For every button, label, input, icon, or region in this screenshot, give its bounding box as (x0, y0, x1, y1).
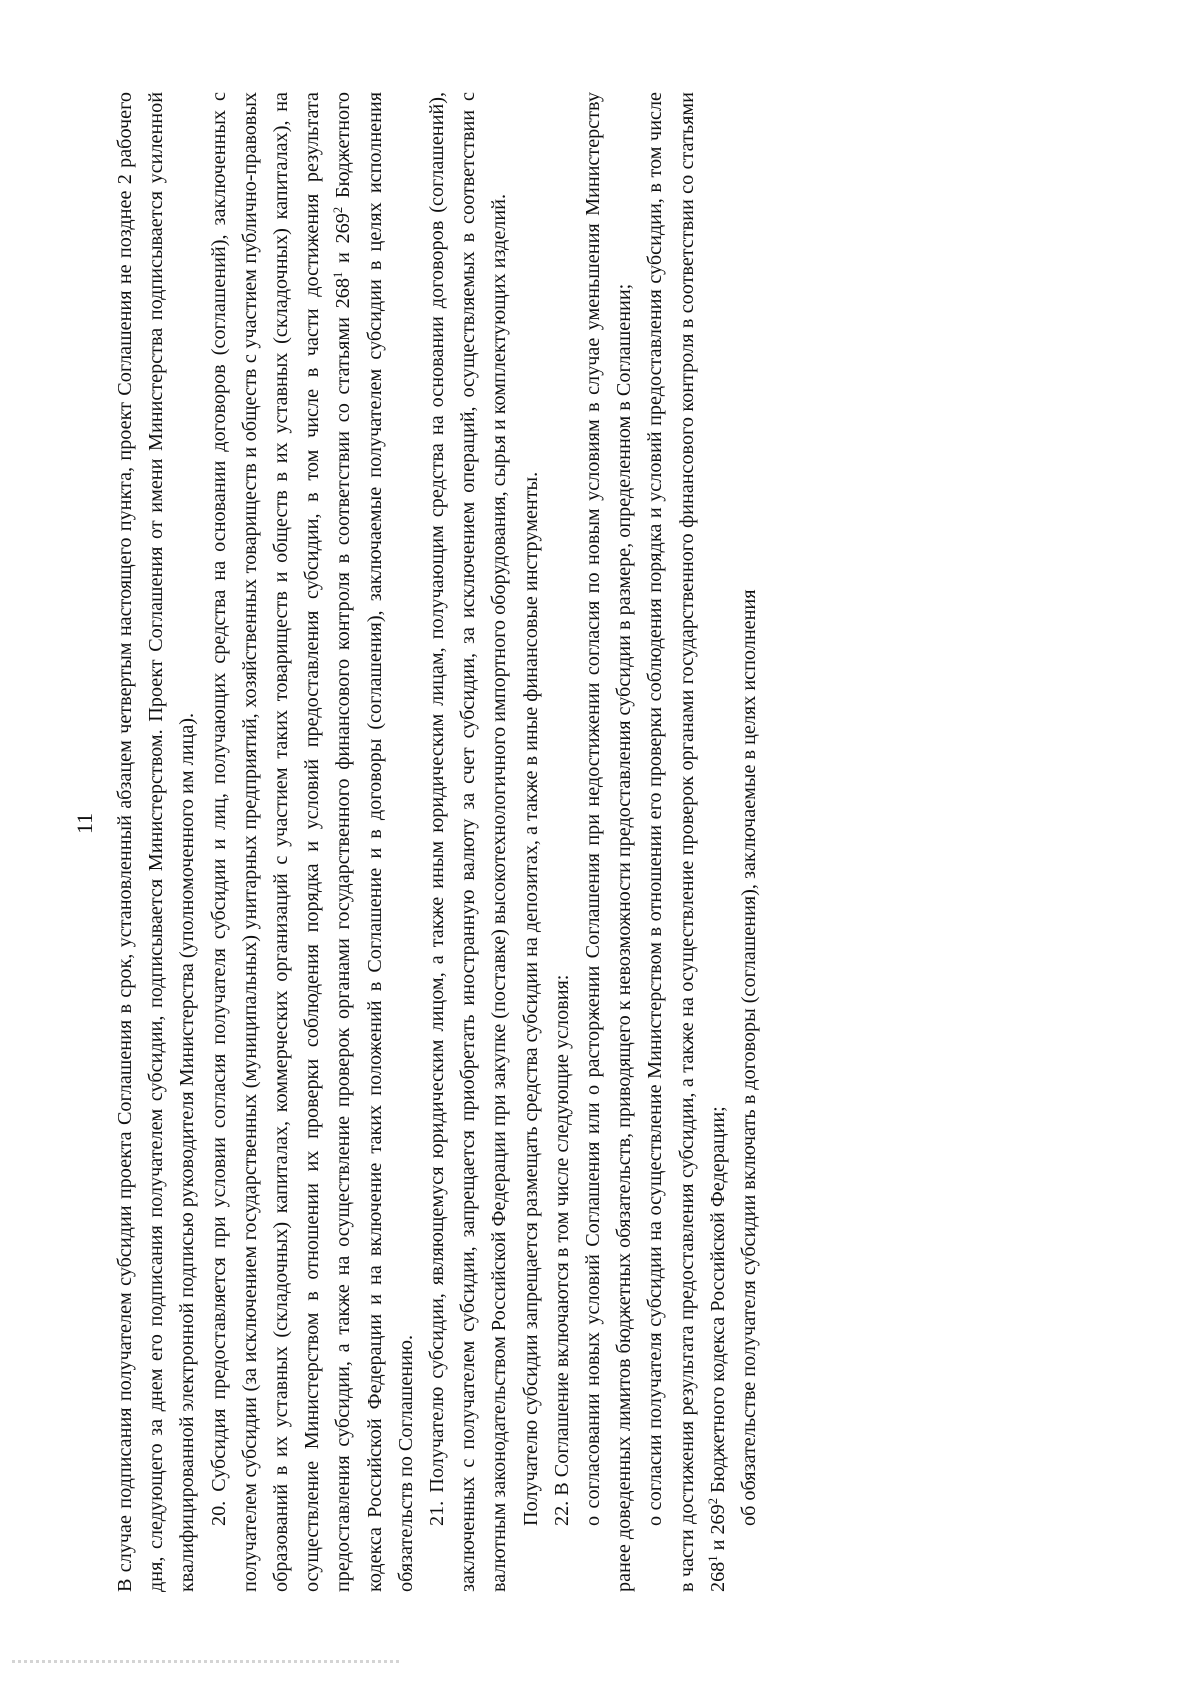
paragraph (547, 92, 578, 1592)
superscript-index: 2 (331, 206, 346, 214)
superscript-index: 2 (705, 1498, 720, 1505)
paragraph (204, 92, 422, 1592)
paragraph-text: о согласии получателя субсидии на осуществление Министерством в отношении его проверки соблюдения порядка и условий предоставления субсидии, в том числе в части достижения результата предоставления субсидии, а также на осуществление проверок органами государственного финансового контроля в соответствии со статьями 268 (644, 92, 729, 1592)
paragraph-text: В случае подписания получателем субсидии проекта Соглашения в срок, установленный абзацем четвертым настоящего пункта, проект Соглашения не позднее 2 рабочего дня, следующего за днем его подписания получателем субсидии, подписывается Министерством. Проект Соглашения от имени Министерства подписывается усиленной квалифицированной электронной подписью руководителя Министерства (уполномоченного им лица). (114, 92, 199, 1592)
superscript-index: 1 (705, 1555, 720, 1562)
paragraph-text: о согласовании новых условий Соглашения или о расторжении Соглашения при недостижении согласия по новым условиям в случае уменьшения Министерству ранее доведенных лимитов бюджетных обязательств, приводящего к невозможности предоставления субсидии в размере, определенном в Соглашении; (582, 92, 636, 1592)
paragraph-text: 20. Субсидия предоставляется при условии согласия получателя субсидии и лиц, получающих средства на основании договоров (соглашений), заключенных с получателем субсидии (за исключением государственных (муниципальных) унитарных предприятий, хозяйственных товариществ и обществ с участием публично-правовых образований в их уставных (складочных) капиталах, коммерческих организаций с участием таких товариществ и обществ в их уставных (складочных) капиталах), на осуществление Министерством в отношении их проверки соблюдения порядка и условий предоставления субсидии, в том числе в части достижения результата предоставления субсидии, а также на осуществление проверок органами государственного финансового контроля в соответствии со статьями 268 (207, 92, 355, 1592)
page-number: 11 (72, 812, 97, 834)
paragraph (640, 92, 734, 1592)
scan-artifact (12, 1660, 402, 1663)
paragraph-text: Получателю субсидии запрещается размещать средства субсидии на депозитах, а также в иные финансовые инструменты. (519, 471, 542, 1526)
paragraph (422, 92, 516, 1592)
paragraph-text: 22. В Соглашение включаются в том числе следующие условия: (550, 974, 573, 1526)
paragraph (734, 92, 765, 1592)
paragraph-text: Бюджетного кодекса Российской Федерации и на включение таких положений в Соглашение и в договоры (соглашения), заключаемые получателем субсидии в целях исполнения обязательств по Соглашению. (332, 92, 417, 1592)
paragraph-text: и 269 (706, 1504, 729, 1556)
paragraph (516, 92, 547, 1592)
paragraph (578, 92, 640, 1592)
document-body (110, 92, 765, 1592)
paragraph (110, 92, 204, 1592)
paragraph-text: 21. Получателю субсидии, являющемуся юридическим лицом, а также иным юридическим лицам, получающим средства на основании договоров (соглашений), заключенных с получателем субсидии, запрещается приобретать иностранную валюту за счет субсидии, за исключением операций, осуществляемых в соответствии с валютным законодательством Российской Федерации при закупке (поставке) высокотехнологичного импортного оборудования, сырья и комплектующих изделий. (426, 92, 511, 1592)
paragraph-text: Бюджетного кодекса Российской Федерации; (706, 1106, 729, 1498)
paragraph-text: и 269 (332, 213, 355, 272)
superscript-index: 1 (331, 271, 346, 279)
paragraph-text: об обязательстве получателя субсидии включать в договоры (соглашения), заключаемые в целях исполнения (738, 589, 761, 1526)
